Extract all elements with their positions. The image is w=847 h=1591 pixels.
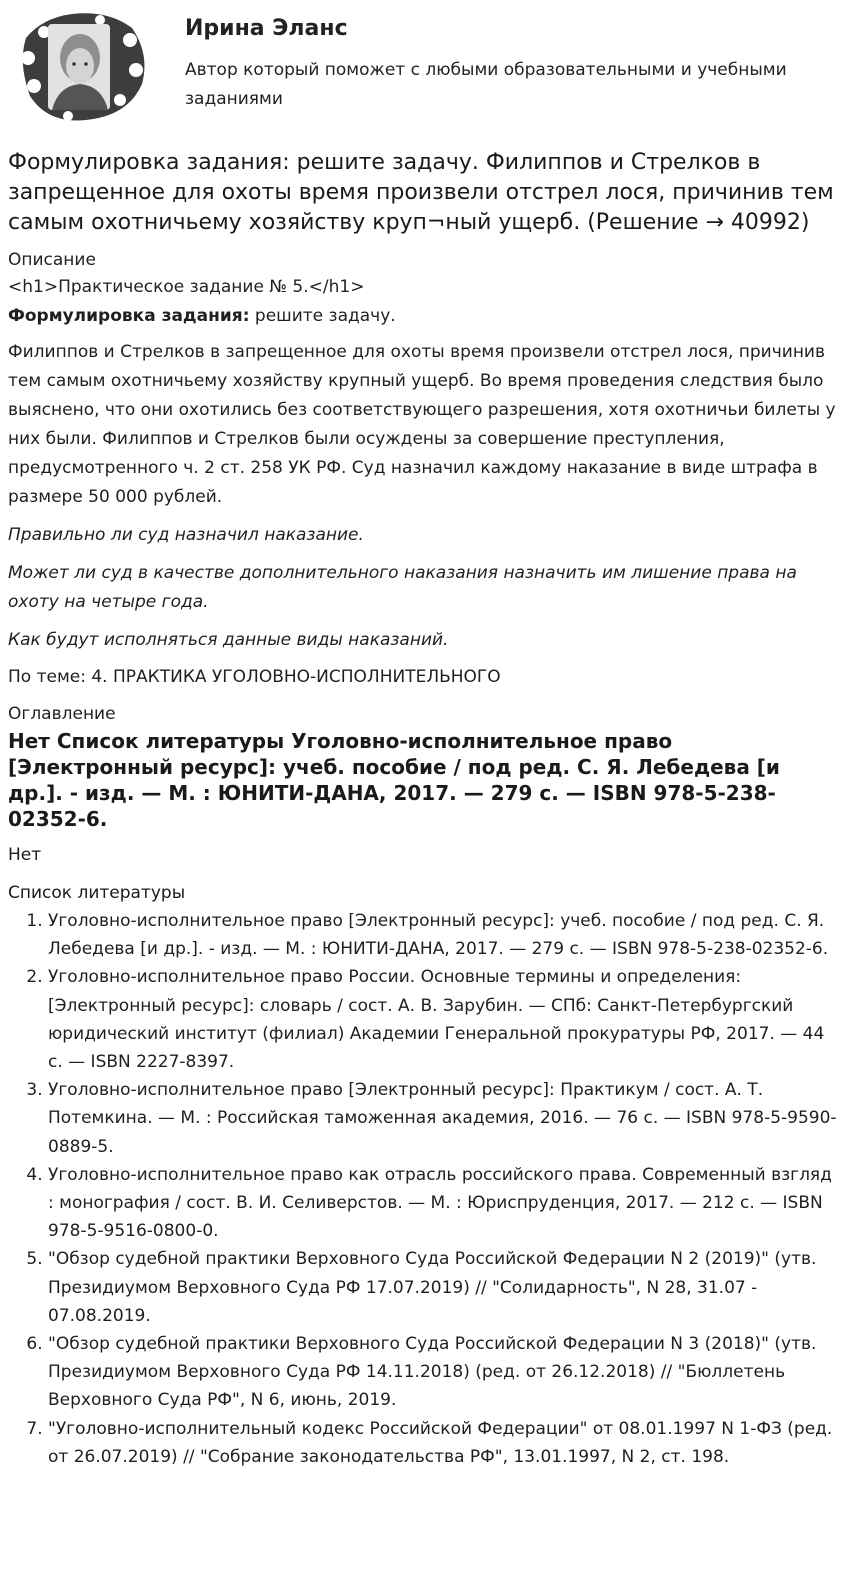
toc-label: Оглавление: [8, 704, 116, 724]
author-description: Автор который поможет с любыми образовательными и учебными заданиями: [185, 60, 787, 109]
question-3: Как будут исполняться данные виды наказаний.: [8, 630, 449, 650]
raw-heading-text: <h1>Практическое задание № 5.</h1>: [8, 277, 365, 297]
author-name[interactable]: Ирина Эланс: [185, 16, 348, 41]
list-item: 6. "Обзор судебной практики Верховного Суда Российской Федерации N 3 (2018)" (утв. Президиумом Верховного Суда РФ 14.11.2018) (ред. от 26.12.2018) // "Бюллетень Верховного Суда РФ", N 6, июнь, 2019.: [48, 1330, 839, 1415]
toc-none: Нет: [8, 845, 42, 865]
list-item: 5. "Обзор судебной практики Верховного Суда Российской Федерации N 2 (2019)" (утв. Президиумом Верховного Суда РФ 17.07.2019) // "Солидарность", N 28, 31.07 - 07.08.2019.: [48, 1245, 839, 1330]
formulation-text: решите задачу.: [249, 306, 396, 326]
author-avatar[interactable]: [8, 8, 150, 126]
formulation-label: Формулировка задания:: [8, 306, 250, 326]
question-1: Правильно ли суд назначил наказание.: [8, 525, 364, 545]
list-item: 2. Уголовно-исполнительное право России. Основные термины и определения: [Электронный ресурс]: словарь / сост. А. В. Зарубин. — СПб: Санкт-Петербургский юридический институт (филиал) Академии Генеральной прокуратуры РФ, 2017. — 44 с. — ISBN 2227-8397.: [48, 963, 839, 1076]
task-content: [8, 148, 839, 1471]
references-list: [8, 907, 839, 1471]
list-item: 1. Уголовно-исполнительное право [Электронный ресурс]: учеб. пособие / под ред. С. Я. Лебедева [и др.]. - изд. — М. : ЮНИТИ-ДАНА, 2017. — 279 с. — ISBN 978-5-238-02352-6.: [48, 907, 839, 963]
list-item: 7. "Уголовно-исполнительный кодекс Российской Федерации" от 08.01.1997 N 1-ФЗ (ред. от 26.07.2019) // "Собрание законодательства РФ", 13.01.1997, N 2, ст. 198.: [48, 1415, 839, 1471]
author-card: [8, 8, 839, 126]
list-item: 3. Уголовно-исполнительное право [Электронный ресурс]: Практикум / сост. А. Т. Потемкина. — М. : Российская таможенная академия, 2016. — 76 с. — ISBN 978-5-9590-0889-5.: [48, 1076, 839, 1161]
list-item: 4. Уголовно-исполнительное право как отрасль российского права. Современный взгляд : монография / сост. В. И. Селиверстов. — М. : Юриспруденция, 2017. — 212 с. — ISBN 978-5-9516-0800-0.: [48, 1161, 839, 1246]
question-2: Может ли суд в качестве дополнительного наказания назначить им лишение права на охоту на четыре года.: [8, 563, 797, 612]
toc-heading: Нет Список литературы Уголовно-исполнительное право [Электронный ресурс]: учеб. пособие / под ред. С. Я. Лебедева [и др.]. - изд. — М. : ЮНИТИ-ДАНА, 2017. — 279 с. — ISBN 978-5-238-02352-6.: [8, 729, 780, 831]
task-formulation: [8, 302, 839, 331]
task-body: Филиппов и Стрелков в запрещенное для охоты время произвели отстрел лося, причинив тем самым охотничьему хозяйству крупный ущерб. Во время проведения следствия было выяснено, что они охотились без соответствующего разрешения, хотя охотничьи билеты у них были. Филиппов и Стрелков были осуждены за совершение преступления, предусмотренного ч. 2 ст. 258 УК РФ. Суд назначил каждому наказание в виде штрафа в размере 50 000 рублей.: [8, 342, 836, 507]
topic-line: По теме: 4. ПРАКТИКА УГОЛОВНО-ИСПОЛНИТЕЛЬНОГО: [8, 667, 501, 687]
author-photo: [48, 24, 110, 110]
references-label: Список литературы: [8, 883, 186, 903]
description-label: Описание: [8, 250, 96, 270]
task-title: Формулировка задания: решите задачу. Филиппов и Стрелков в запрещенное для охоты время произвели отстрел лося, причинив тем самым охотничьему хозяйству круп¬ный ущерб. (Решение → 40992): [8, 150, 834, 235]
